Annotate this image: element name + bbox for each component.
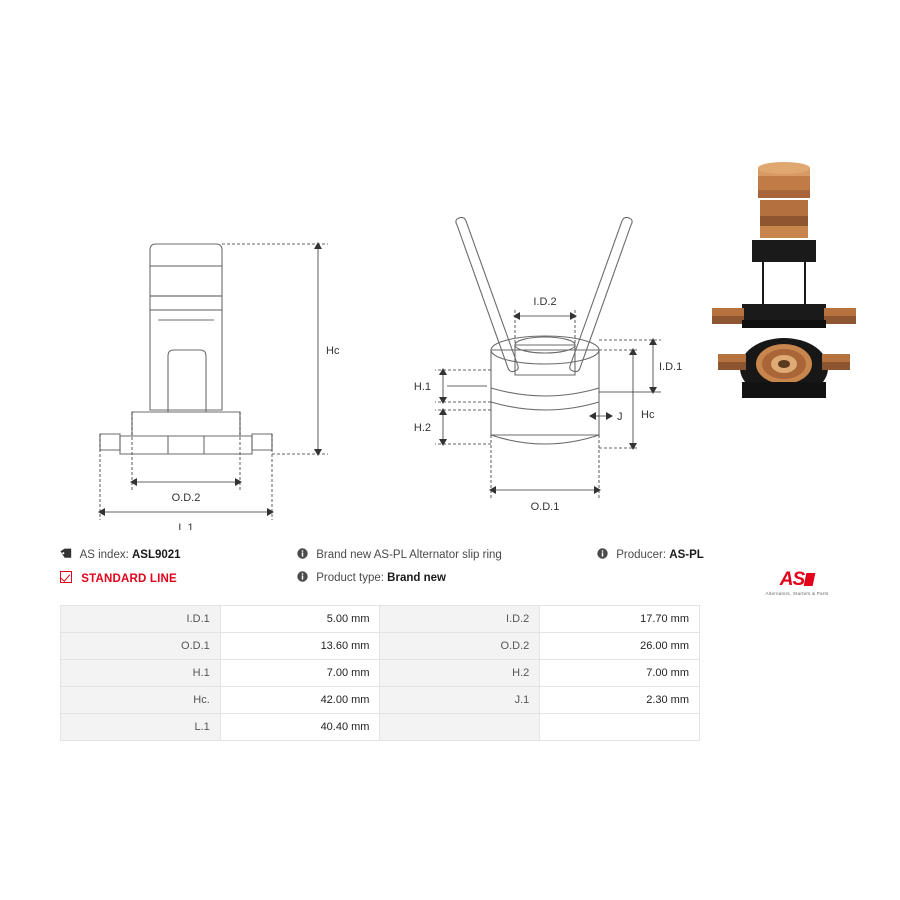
info-row-secondary xyxy=(60,571,840,585)
spec-key: Hc. xyxy=(61,687,221,714)
spec-value: 13.60 mm xyxy=(220,633,380,660)
dim-label-id1: I.D.1 xyxy=(659,361,683,373)
dim-label-hc: Hc xyxy=(326,345,340,357)
spec-value: 17.70 mm xyxy=(540,606,700,633)
standard-line-label: STANDARD LINE xyxy=(81,573,177,585)
product-type-value: Brand new xyxy=(387,572,446,584)
spec-value-empty xyxy=(540,714,700,741)
spec-value: 5.00 mm xyxy=(220,606,380,633)
dim-label-id2: I.D.2 xyxy=(533,296,557,308)
as-index-value: ASL9021 xyxy=(132,549,181,561)
as-pl-logo xyxy=(754,570,840,596)
spec-value: 26.00 mm xyxy=(540,633,700,660)
table-row xyxy=(61,606,700,633)
table-row xyxy=(61,660,700,687)
tag-icon xyxy=(60,548,72,562)
dim-label-hc-front: Hc xyxy=(641,409,655,421)
info-icon xyxy=(297,571,308,585)
specifications-table xyxy=(60,605,700,741)
logo-bar xyxy=(804,573,816,586)
spec-value: 40.40 mm xyxy=(220,714,380,741)
standard-line-block xyxy=(60,571,297,585)
table-row xyxy=(61,714,700,741)
dim-label-h2: H.2 xyxy=(413,422,431,434)
producer-label: Producer: xyxy=(616,549,667,561)
logo-text: AS xyxy=(779,569,805,590)
spec-key: H.2 xyxy=(380,660,540,687)
spec-key: L.1 xyxy=(61,714,221,741)
spec-value: 42.00 mm xyxy=(220,687,380,714)
spec-key: H.1 xyxy=(61,660,221,687)
slip-ring-assembly-photo xyxy=(712,162,856,328)
dim-label-od2: O.D.2 xyxy=(171,492,201,504)
producer-block xyxy=(597,548,840,562)
table-row xyxy=(61,687,700,714)
product-type-label: Product type: xyxy=(316,572,384,584)
dim-label-h1: H.1 xyxy=(413,381,431,393)
dim-label-l1: L.1 xyxy=(178,522,194,530)
spec-key: I.D.1 xyxy=(61,606,221,633)
slip-ring-bottom-photo xyxy=(718,338,850,398)
product-type-block xyxy=(297,571,597,585)
spec-value: 2.30 mm xyxy=(540,687,700,714)
front-view-drawing xyxy=(395,20,695,530)
spec-key: O.D.1 xyxy=(61,633,221,660)
description-block xyxy=(297,548,597,562)
info-row-primary xyxy=(60,548,840,562)
spec-table-body xyxy=(61,606,700,741)
dim-label-j: J xyxy=(617,411,623,423)
dim-label-od1: O.D.1 xyxy=(530,501,560,513)
description-text: Brand new AS-PL Alternator slip ring xyxy=(316,549,502,561)
product-photo xyxy=(690,20,890,530)
producer-value: AS-PL xyxy=(669,549,704,561)
checkbox-icon xyxy=(60,571,72,583)
as-index-block xyxy=(60,548,297,562)
info-icon xyxy=(597,548,608,562)
technical-drawings xyxy=(0,20,900,530)
as-index-label: AS index: xyxy=(79,549,129,561)
spec-key: I.D.2 xyxy=(380,606,540,633)
product-info xyxy=(60,548,840,594)
spec-key: J.1 xyxy=(380,687,540,714)
info-icon xyxy=(297,548,308,562)
spec-key-empty xyxy=(380,714,540,741)
spec-value: 7.00 mm xyxy=(540,660,700,687)
spec-key: O.D.2 xyxy=(380,633,540,660)
logo-subtitle: Alternators, Starters & Parts xyxy=(765,591,829,596)
side-view-drawing xyxy=(60,20,380,530)
table-row xyxy=(61,633,700,660)
spec-value: 7.00 mm xyxy=(220,660,380,687)
